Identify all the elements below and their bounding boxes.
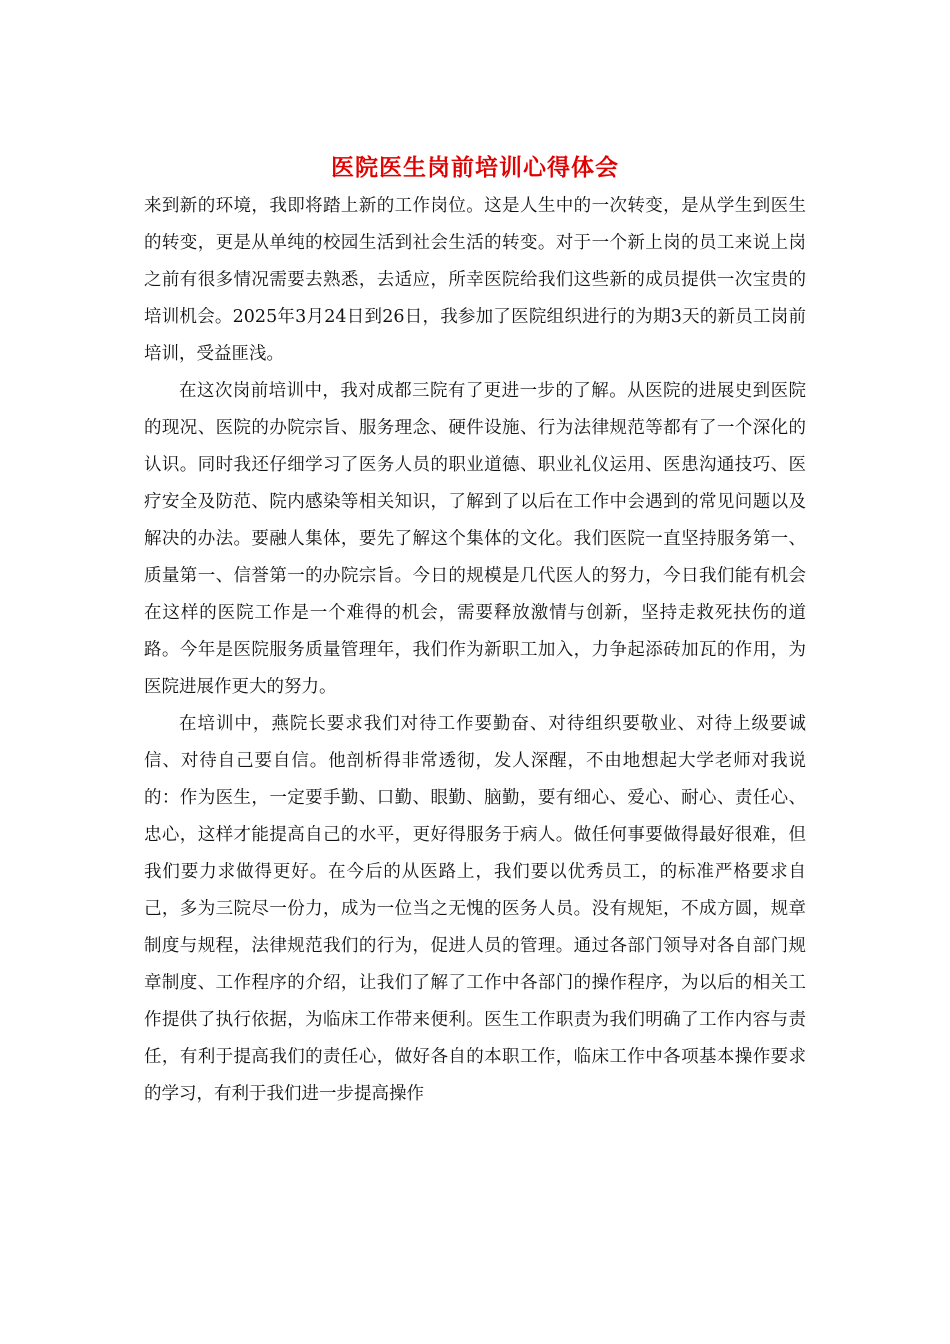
paragraph-3: 在培训中，燕院长要求我们对待工作要勤奋、对待组织要敬业、对待上级要诚信、对待自己要自信。他剖析得非常透彻，发人深醒，不由地想起大学老师对我说的：作为医生，一定要手勤、口勤、眼勤、脑勤，要有细心、爱心、耐心、责任心、忠心，这样才能提高自己的水平，更好得服务于病人。做任何事要做得最好很难，但我们要力求做得更好。在今后的从医路上，我们要以优秀员工，的标准严格要求自己，多为三院尽一份力，成为一位当之无愧的医务人员。没有规矩，不成方圆，规章制度与规程，法律规范我们的行为，促进人员的管理。通过各部门领导对各自部门规章制度、工作程序的介绍，让我们了解了工作中各部门的操作程序，为以后的相关工作提供了执行依据，为临床工作带来便利。医生工作职责为我们明确了工作内容与责任，有利于提高我们的责任心，做好各自的本职工作，临床工作中各项基本操作要求的学习，有利于我们进一步提高操作 [144, 714, 806, 1104]
paragraph-1: 来到新的环境，我即将踏上新的工作岗位。这是人生中的一次转变，是从学生到医生的转变，更是从单纯的校园生活到社会生活的转变。对于一个新上岗的员工来说上岗之前有很多情况需要去熟悉，去适应，所幸医院给我们这些新的成员提供一次宝贵的培训机会。2025年3月24日到26日，我参加了医院组织进行的为期3天的新员工岗前培训，受益匪浅。 [144, 196, 806, 364]
document-title: 医院医生岗前培训心得体会 [331, 154, 619, 181]
paragraph-2: 在这次岗前培训中，我对成都三院有了更进一步的了解。从医院的进展史到医院的现况、医院的办院宗旨、服务理念、硬件设施、行为法律规范等都有了一个深化的认识。同时我还仔细学习了医务人员的职业道德、职业礼仪运用、医患沟通技巧、医疗安全及防范、院内感染等相关知识，了解到了以后在工作中会遇到的常见问题以及解决的办法。要融人集体，要先了解这个集体的文化。我们医院一直坚持服务第一、质量第一、信誉第一的办院宗旨。今日的规模是几代医人的努力，今日我们能有机会在这样的医院工作是一个难得的机会，需要释放激情与创新，坚持走救死扶伤的道路。今年是医院服务质量管理年，我们作为新职工加入，力争起添砖加瓦的作用，为医院进展作更大的努力。 [144, 381, 806, 697]
document-page [144, 148, 806, 1113]
